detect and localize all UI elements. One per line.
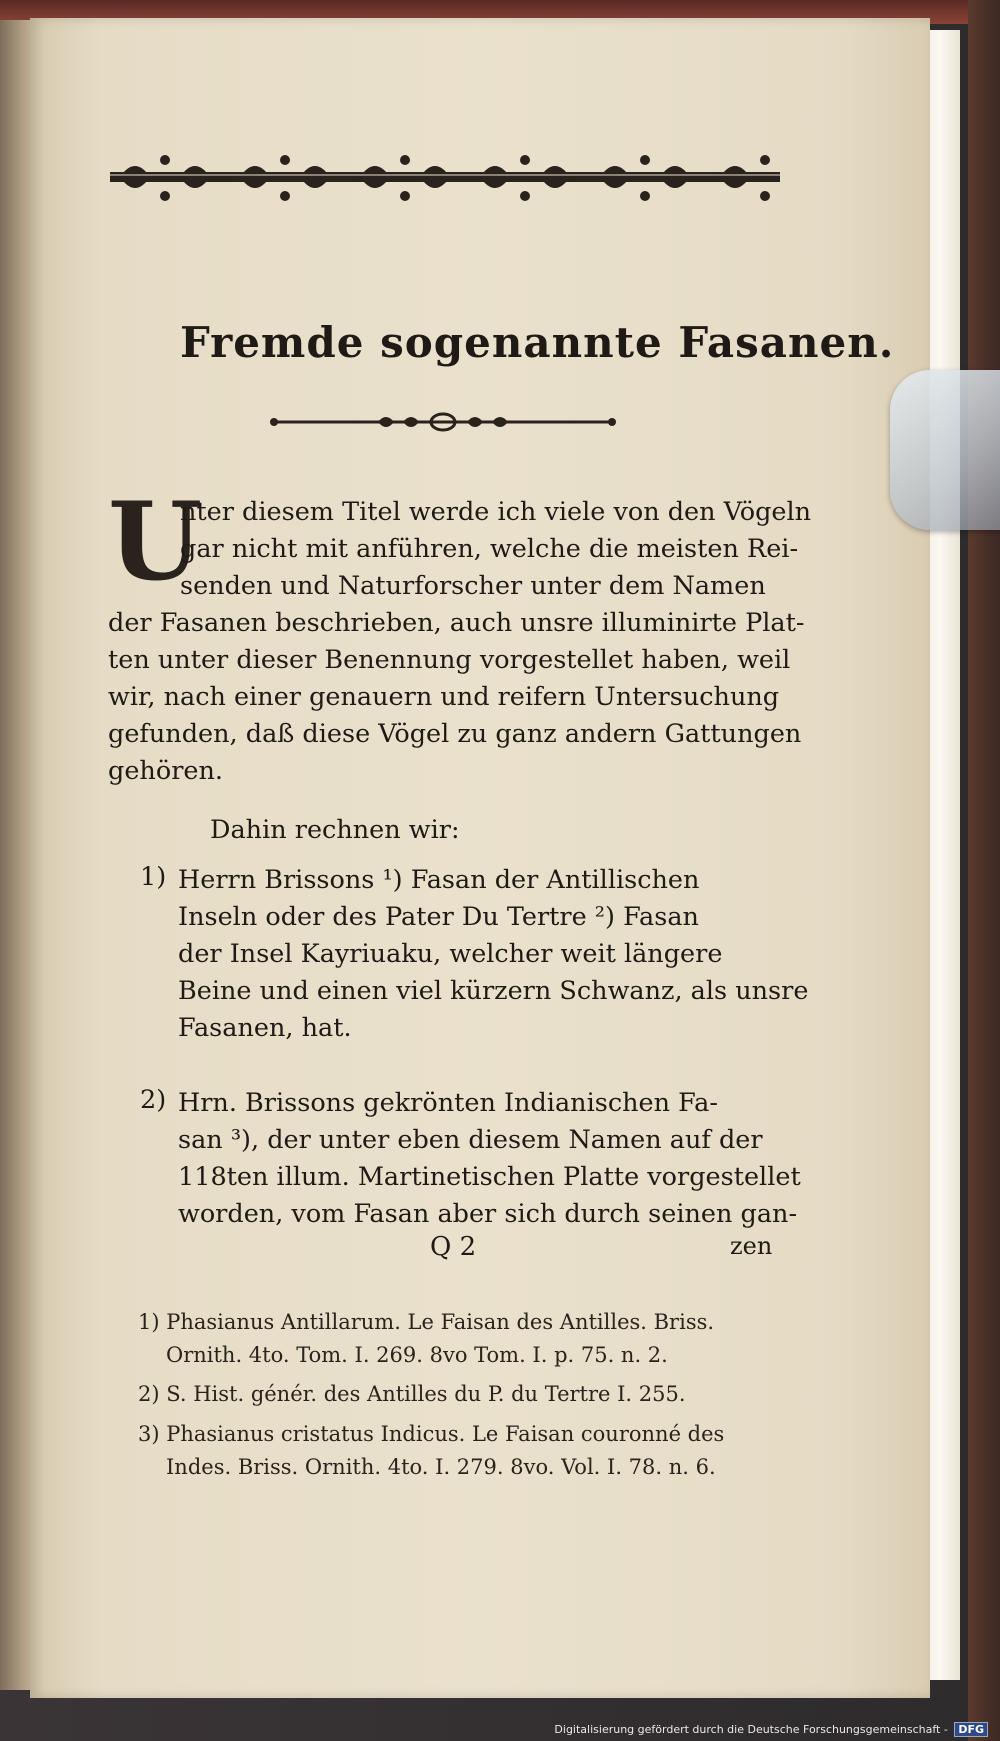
list-item: [140, 1085, 801, 1233]
book-cover-edge: [968, 0, 1000, 1741]
text-line: der Fasanen beschrieben, auch unsre illuminirte Plat-: [108, 608, 805, 638]
text-line: senden und Naturforscher unter dem Namen: [180, 571, 766, 601]
text-line: wir, nach einer genauern und reifern Untersuchung: [108, 682, 780, 712]
list-item: [140, 862, 808, 1047]
text-line: gar nicht mit anführen, welche die meisten Rei-: [180, 534, 799, 564]
footnote-line: Ornith. 4to. Tom. I. 269. 8vo Tom. I. p. 75. n. 2.: [166, 1343, 668, 1367]
text-line: nter diesem Titel werde ich viele von den Vögeln: [180, 497, 812, 527]
list-item-number: 1): [140, 862, 167, 892]
footnote: [138, 1418, 724, 1484]
text-line: 118ten illum. Martinetischen Platte vorgestellet: [178, 1162, 801, 1192]
text-line: Inseln oder des Pater Du Tertre ²) Fasan: [178, 902, 699, 932]
intro-paragraph: [108, 494, 811, 790]
text-line: Dahin rechnen wir:: [210, 815, 460, 845]
text-line: Fasanen, hat.: [178, 1013, 352, 1043]
text-line: Hrn. Brissons gekrönten Indianischen Fa-: [178, 1088, 718, 1118]
drop-cap: U: [108, 479, 203, 605]
catchword: zen: [730, 1232, 773, 1260]
headpiece-ornament-icon: [110, 150, 780, 206]
footnote-line: 1) Phasianus Antillarum. Le Faisan des Antilles. Briss.: [138, 1310, 715, 1334]
dfg-logo-icon: DFG: [954, 1722, 988, 1737]
text-line: ten unter dieser Benennung vorgestellet haben, weil: [108, 645, 791, 675]
footnote: [138, 1378, 686, 1411]
footnote-line: 3) Phasianus cristatus Indicus. Le Faisan couronné des: [138, 1422, 725, 1446]
text-line: san ³), der unter eben diesem Namen auf der: [178, 1125, 763, 1155]
digitization-credit: [554, 1722, 988, 1737]
text-line: gefunden, daß diese Vögel zu ganz andern Gattungen: [108, 719, 802, 749]
text-line: der Insel Kayriuaku, welcher weit längere: [178, 939, 723, 969]
text-line: worden, vom Fasan aber sich durch seinen gan-: [178, 1199, 798, 1229]
text-line: Herrn Brissons ¹) Fasan der Antillischen: [178, 865, 700, 895]
footnote-line: 2) S. Hist. génér. des Antilles du P. du Tertre I. 255.: [138, 1382, 686, 1406]
rule-ornament-icon: [268, 410, 618, 434]
footnote-line: Indes. Briss. Ornith. 4to. I. 279. 8vo. Vol. I. 78. n. 6.: [166, 1455, 716, 1479]
page-title: Fremde sogenannte Fasanen.: [180, 318, 895, 367]
credit-text: Digitalisierung gefördert durch die Deutsche Forschungsgemeinschaft -: [554, 1723, 948, 1736]
lead-line: [210, 812, 460, 849]
text-line: gehören.: [108, 756, 223, 786]
page-clip: [890, 370, 1000, 530]
signature-mark: Q 2: [430, 1232, 477, 1262]
footnote: [138, 1306, 714, 1372]
species-list: [140, 862, 808, 1075]
list-item-number: 2): [140, 1085, 167, 1115]
text-line: Beine und einen viel kürzern Schwanz, als unsre: [178, 976, 809, 1006]
